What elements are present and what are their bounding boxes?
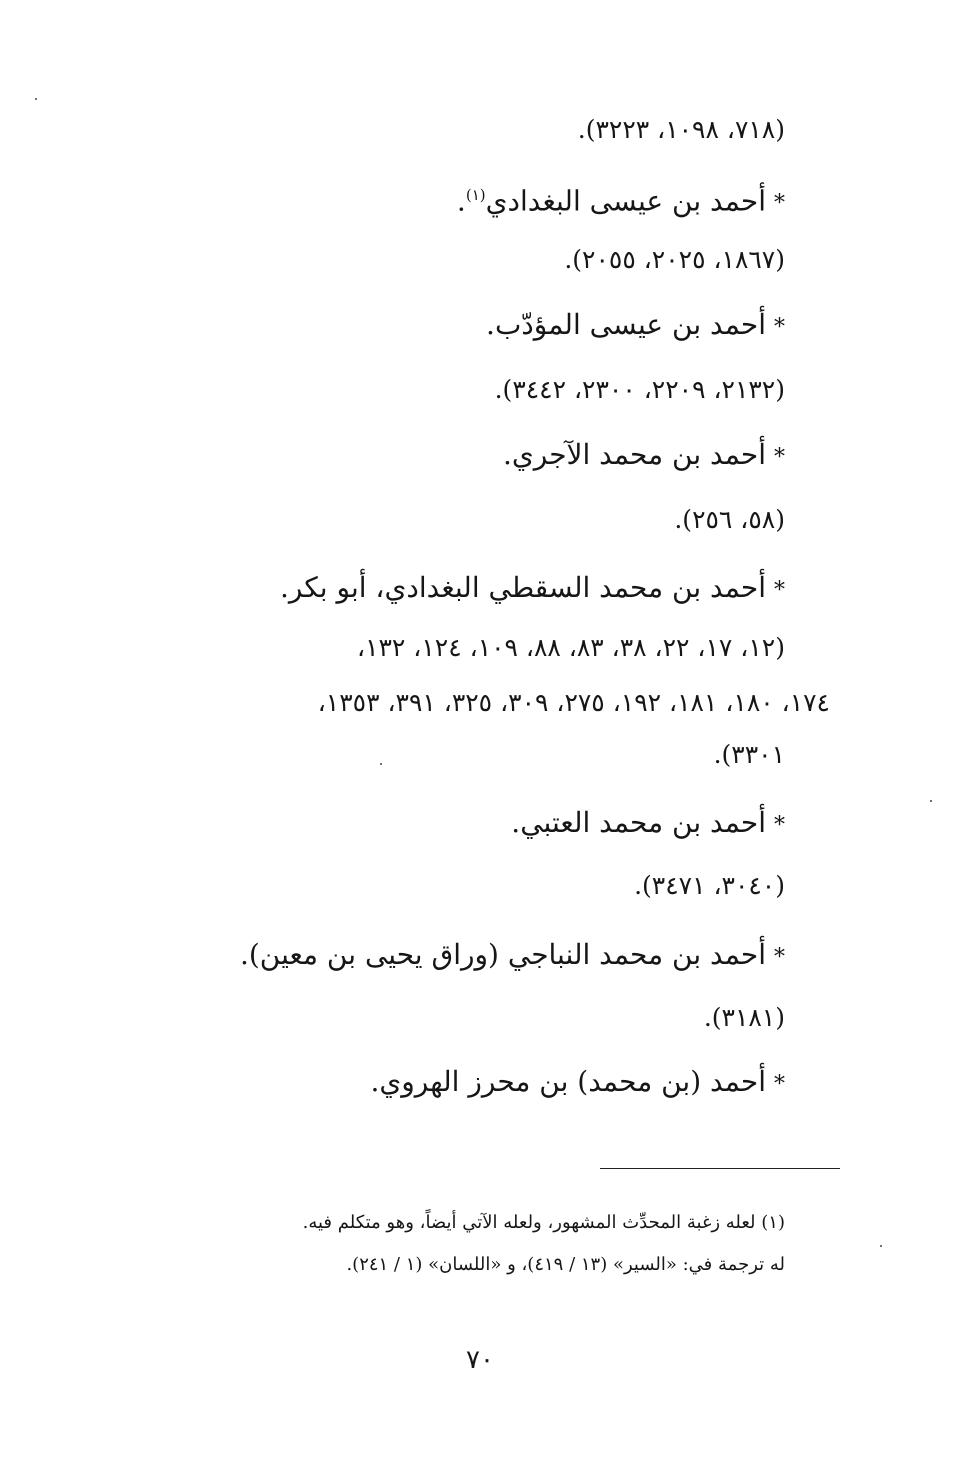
entry-name-text: أحمد بن عيسى البغدادي <box>485 184 766 218</box>
asterisk-icon: * <box>774 578 785 603</box>
footnote-divider <box>600 1168 840 1169</box>
entry-refs: ٣٣٠١). <box>713 740 785 769</box>
entry-name-text: أحمد بن محمد العتبي. <box>511 806 766 839</box>
asterisk-icon: * <box>774 1072 785 1097</box>
entry-name <box>486 305 785 348</box>
entry-refs: (٣١٨١). <box>703 1003 785 1032</box>
entry-name <box>370 1062 785 1105</box>
entry-name-text: أحمد بن عيسى المؤدّب. <box>486 308 766 341</box>
page-number: ٧٠ <box>466 1345 494 1375</box>
entry-refs: (١٢، ١٧، ٢٢، ٣٨، ٨٣، ٨٨، ١٠٩، ١٢٤، ١٣٢، <box>356 633 785 662</box>
scan-speck <box>880 1245 882 1247</box>
entry-name <box>240 935 785 978</box>
scan-speck <box>380 763 382 765</box>
entry-name-text: أحمد بن محمد الآجري. <box>502 438 766 471</box>
asterisk-icon: * <box>774 315 785 340</box>
scan-speck <box>930 800 932 802</box>
asterisk-icon: * <box>774 945 785 970</box>
entry-name-text: أحمد بن محمد النباجي (وراق يحيى بن معين). <box>239 938 766 971</box>
asterisk-icon: * <box>774 813 785 838</box>
entry-refs: (٧١٨، ١٠٩٨، ٣٢٢٣). <box>577 115 785 144</box>
entry-name-text: أحمد (بن محمد) بن محرز الهروي. <box>370 1065 766 1098</box>
entry-refs: (٢١٣٢، ٢٢٠٩، ٢٣٠٠، ٣٤٤٢). <box>494 375 785 404</box>
entry-name-end: . <box>456 184 466 218</box>
entry-refs: ١٧٤، ١٨٠، ١٨١، ١٩٢، ٢٧٥، ٣٠٩، ٣٢٥، ٣٩١، ١٣٥٣، <box>317 688 830 717</box>
entry-refs: (٣٠٤٠، ٣٤٧١). <box>634 871 785 900</box>
asterisk-icon: * <box>774 191 785 217</box>
entry-name <box>503 435 785 478</box>
entry-name-text: أحمد بن محمد السقطي البغدادي، أبو بكر. <box>279 571 766 604</box>
footnote-line: (١) لعله زغبة المحدِّث المشهور، ولعله الآتي أيضاً، وهو متكلم فيه. <box>302 1212 785 1233</box>
entry-name <box>280 568 785 611</box>
entry-refs: (١٨٦٧، ٢٠٢٥، ٢٠٥٥). <box>564 245 785 274</box>
footnote-line: له ترجمة في: «السير» (١٣ / ٤١٩)، و «اللسان» (١ / ٢٤١). <box>346 1254 785 1275</box>
entry-name <box>511 803 785 846</box>
asterisk-icon: * <box>774 445 785 470</box>
footnote-marker: (١) <box>465 186 486 204</box>
entry-refs: (٥٨، ٢٥٦). <box>674 505 785 534</box>
entry-name <box>457 175 785 224</box>
scan-speck <box>35 98 37 100</box>
